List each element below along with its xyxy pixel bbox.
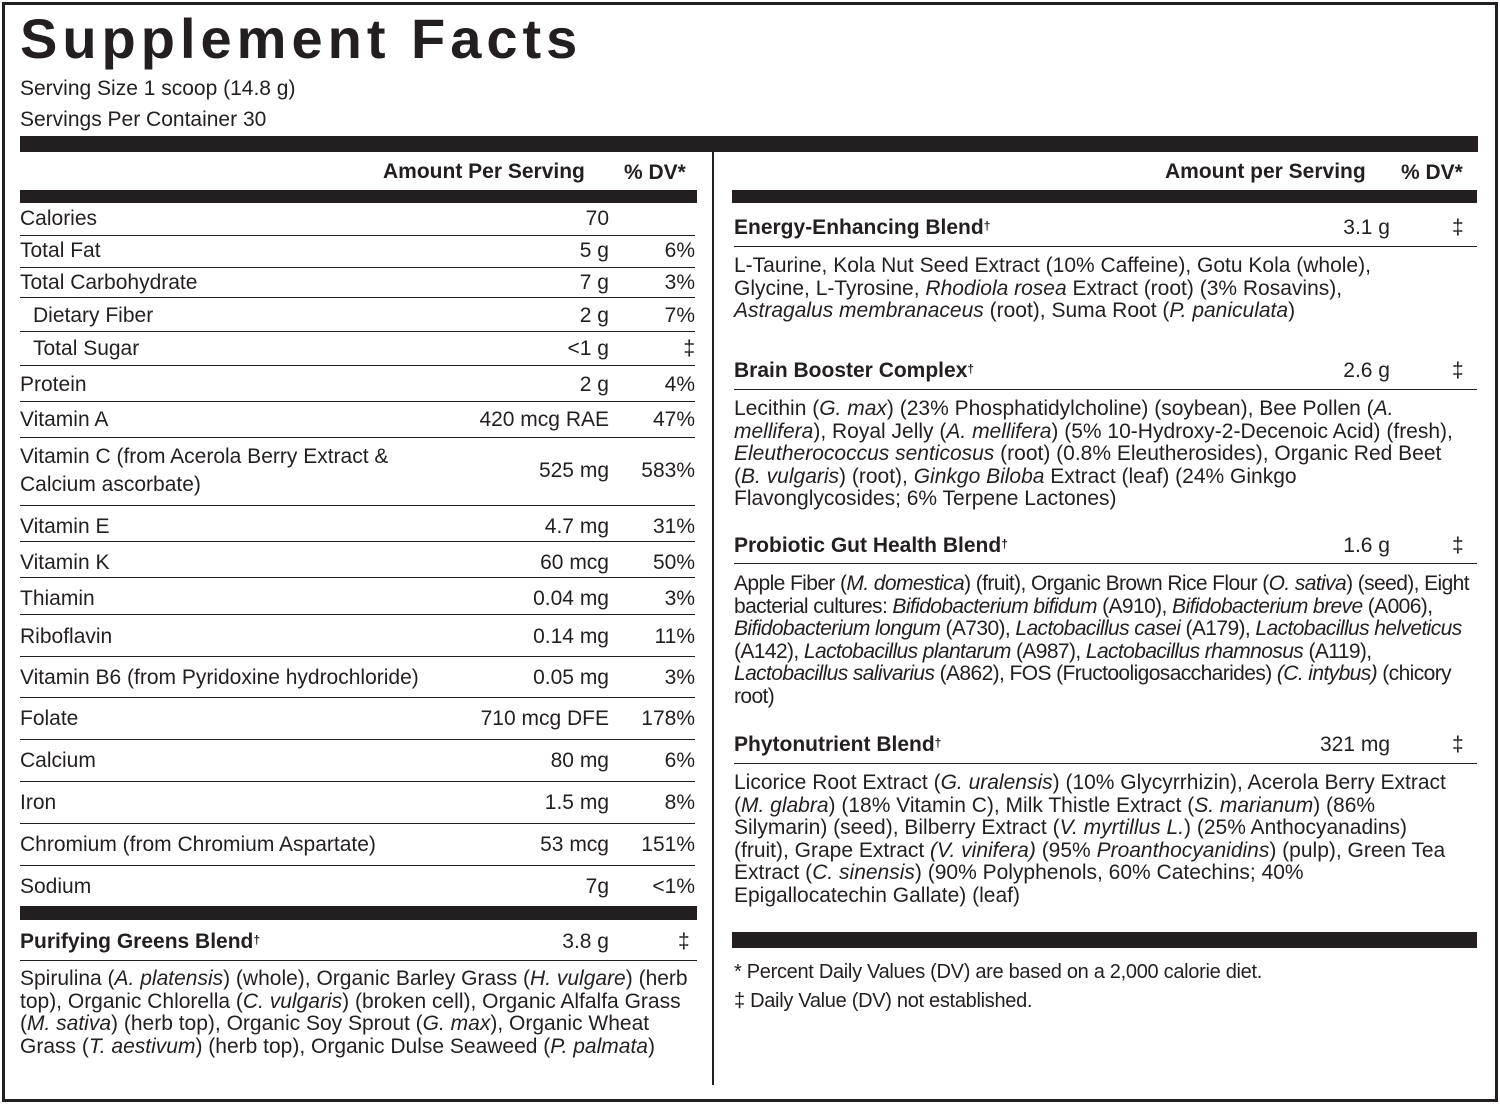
nutrient-label: Vitamin A [20,408,109,431]
nutrient-dv: 583% [641,459,695,482]
nutrient-label: Total Carbohydrate [20,271,198,294]
nutrient-label: Sodium [20,875,92,898]
nutrient-label: Vitamin B6 (from Pyridoxine hydrochloride) [20,666,419,689]
nutrient-label: Calcium [20,749,96,772]
nutrient-amount: 7g [585,875,609,898]
nutrient-dv: 31% [652,515,695,538]
blend-amount: 3.1 g [1343,216,1390,239]
blend-amount: 321 mg [1319,733,1390,756]
blend-ingredients: L-Taurine, Kola Nut Seed Extract (10% Caffeine), Gotu Kola (whole), Glycine, L-Tyrosine, Rhodiola rosea Extract (root) (3% Rosavins), Astragalus membranaceus (root), Suma Root (P. paniculata) [734,254,1371,322]
nutrient-label: Vitamin E [20,515,110,538]
nutrient-amount: 2 g [579,373,609,396]
nutrient-amount: 0.04 mg [533,587,609,610]
nutrient-amount: 710 mcg DFE [480,707,609,730]
nutrient-dv: ‡ [683,337,695,360]
column-divider [712,150,714,1085]
nutrient-row [20,824,695,866]
nutrient-amount: 70 [585,207,609,230]
serving-size: Serving Size 1 scoop (14.8 g) [20,77,296,100]
blend-divider [734,763,1477,764]
nutrient-row [20,542,695,578]
nutrient-dv: 178% [641,707,695,730]
nutrient-dv: 47% [652,408,695,431]
nutrient-amount: 2 g [579,304,609,327]
blend-name: Brain Booster Complex [734,359,968,382]
blend-ingredients: Spirulina (A. platensis) (whole), Organic Barley Grass (H. vulgare) (herb top), Organic Chlorella (C. vulgaris) (broken cell), Organic Alfalfa Grass (M. sativa) (herb top), Organic Soy Sprout (G. max), Organic Wheat Grass (T. aestivum) (herb top), Organic Dulse Seaweed (P. palmata) [20,967,688,1058]
right-footnote-bar [732,932,1477,948]
blend-name: Energy-Enhancing Blend [734,216,984,239]
footnote-not-established: ‡ Daily Value (DV) not established. [734,990,1033,1012]
blend-ingredients: Lecithin (G. max) (23% Phosphatidylcholine) (soybean), Bee Pollen (A. mellifera), Royal Jelly (A. mellifera) (5% 10-Hydroxy-2-Decenoic Acid) (fresh), Eleutherococcus senticosus (root) (0.8% Eleutherosides), Organic Red Beet (B. vulgaris) (root), Ginkgo Biloba Extract (leaf) (24% Ginkgo Flavonglycosides; 6% Terpene Lactones) [734,397,1453,510]
nutrient-amount: 4.7 mg [544,515,609,538]
dagger-mark: † [253,933,261,947]
blend-name: Probiotic Gut Health Blend [734,534,1002,557]
nutrient-row [20,657,695,698]
nutrient-amount: 0.05 mg [533,666,609,689]
nutrient-row [20,235,695,268]
blend-title [734,358,974,384]
blend-title [20,929,260,955]
nutrient-label: Chromium (from Chromium Aspartate) [20,833,376,856]
nutrient-label: Calories [20,207,98,230]
nutrient-label: Protein [20,373,87,396]
blend-dv: ‡ [1452,216,1464,239]
nutrient-dv: 4% [664,373,695,396]
nutrient-dv: 50% [652,551,695,574]
nutrient-label: Total Fat [20,239,101,262]
top-thick-bar [20,136,1478,152]
nutrient-row [20,782,695,824]
nutrient-label: Folate [20,707,79,730]
blend-dv: ‡ [1452,733,1464,756]
dagger-mark: † [983,219,991,233]
panel-title: Supplement Facts [20,7,583,70]
left-dv-header: % DV* [624,161,686,184]
dagger-mark: † [1001,537,1008,551]
nutrient-amount: 53 mcg [540,833,609,856]
nutrient-row [20,698,695,740]
nutrient-amount: 5 g [579,239,609,262]
nutrient-label: Riboflavin [20,625,113,648]
nutrient-dv: 6% [664,239,695,262]
nutrient-row [20,402,695,438]
nutrient-row [20,366,695,402]
blend-dv: ‡ [678,930,690,953]
nutrient-row [20,506,695,542]
nutrient-dv: 7% [664,304,695,327]
nutrient-dv: 3% [664,587,695,610]
right-amount-header: Amount per Serving [1165,160,1366,183]
nutrient-label: Iron [20,791,57,814]
nutrient-amount: <1 g [567,337,609,360]
nutrient-dv: 3% [664,271,695,294]
blend-name: Phytonutrient Blend [734,733,935,756]
blend-title [734,732,941,758]
nutrient-label: Vitamin K [20,551,110,574]
nutrient-dv: 11% [654,625,695,648]
nutrient-row [20,615,695,657]
nutrient-label: Total Sugar [33,337,140,360]
nutrient-amount: 1.5 mg [544,791,609,814]
nutrient-label: Vitamin C (from Acerola Berry Extract & [20,445,389,468]
nutrient-amount: 7 g [579,271,609,294]
servings-per-container: Servings Per Container 30 [20,108,267,131]
nutrient-row [20,438,695,506]
nutrient-amount: 0.14 mg [533,625,609,648]
nutrient-dv: 3% [664,666,695,689]
blend-name: Purifying Greens Blend [20,930,254,953]
nutrient-row [20,332,695,366]
nutrient-dv: 6% [664,749,695,772]
nutrient-row [20,298,695,332]
dagger-mark: † [967,362,975,376]
blend-dv: ‡ [1452,359,1464,382]
nutrient-label-line-2: Calcium ascorbate) [20,473,201,496]
left-blend-bar [20,906,697,920]
left-amount-header: Amount Per Serving [383,160,585,183]
nutrient-dv: 151% [641,833,695,856]
nutrient-amount: 525 mg [538,459,609,482]
nutrient-label: Thiamin [20,587,95,610]
right-header-bar [732,190,1477,203]
blend-title [734,533,1008,559]
footnote-daily-values: * Percent Daily Values (DV) are based on a 2,000 calorie diet. [734,961,1262,983]
dagger-mark: † [934,736,942,750]
blend-divider [734,563,1477,564]
nutrient-row [20,204,695,236]
blend-ingredients: Apple Fiber (M. domestica) (fruit), Organic Brown Rice Flour (O. sativa) (seed), Eight bacterial cultures: Bifidobacterium bifidum (A910), Bifidobacterium breve (A006), Bifidobacterium longum (A730), Lactobacillus casei (A179), Lactobacillus helveticus (A142), Lactobacillus plantarum (A987), Lactobacillus rhamnosus (A119), Lactobacillus salivarius (A862), FOS (Fructooligosaccharides) (C. intybus) (chicory root) [734,572,1469,708]
nutrient-amount: 60 mcg [540,551,609,574]
blend-divider [734,389,1477,390]
nutrient-amount: 420 mcg RAE [479,408,609,431]
right-dv-header: % DV* [1401,161,1463,184]
left-header-bar [20,190,697,203]
blend-divider [20,960,697,961]
blend-title [734,215,990,241]
blend-ingredients: Licorice Root Extract (G. uralensis) (10% Glycyrrhizin), Acerola Berry Extract (M. glabra) (18% Vitamin C), Milk Thistle Extract (S. marianum) (86% Silymarin) (seed), Bilberry Extract (V. myrtillus L.) (25% Anthocyanadins) (fruit), Grape Extract (V. vinifera) (95% Proanthocyanidins) (pulp), Green Tea Extract (C. sinensis) (90% Polyphenols, 60% Catechins; 40% Epigallocatechin Gallate) (leaf) [734,771,1446,907]
blend-amount: 3.8 g [562,930,609,953]
nutrient-row [20,740,695,782]
nutrient-row [20,866,695,906]
blend-amount: 2.6 g [1343,359,1390,382]
nutrient-dv: <1% [652,875,695,898]
nutrient-label: Dietary Fiber [33,304,154,327]
nutrient-row [20,266,695,298]
nutrient-row [20,578,695,615]
nutrient-dv: 8% [664,791,695,814]
nutrient-amount: 80 mg [550,749,609,772]
blend-amount: 1.6 g [1343,534,1390,557]
blend-divider [734,246,1477,247]
blend-dv: ‡ [1452,534,1464,557]
